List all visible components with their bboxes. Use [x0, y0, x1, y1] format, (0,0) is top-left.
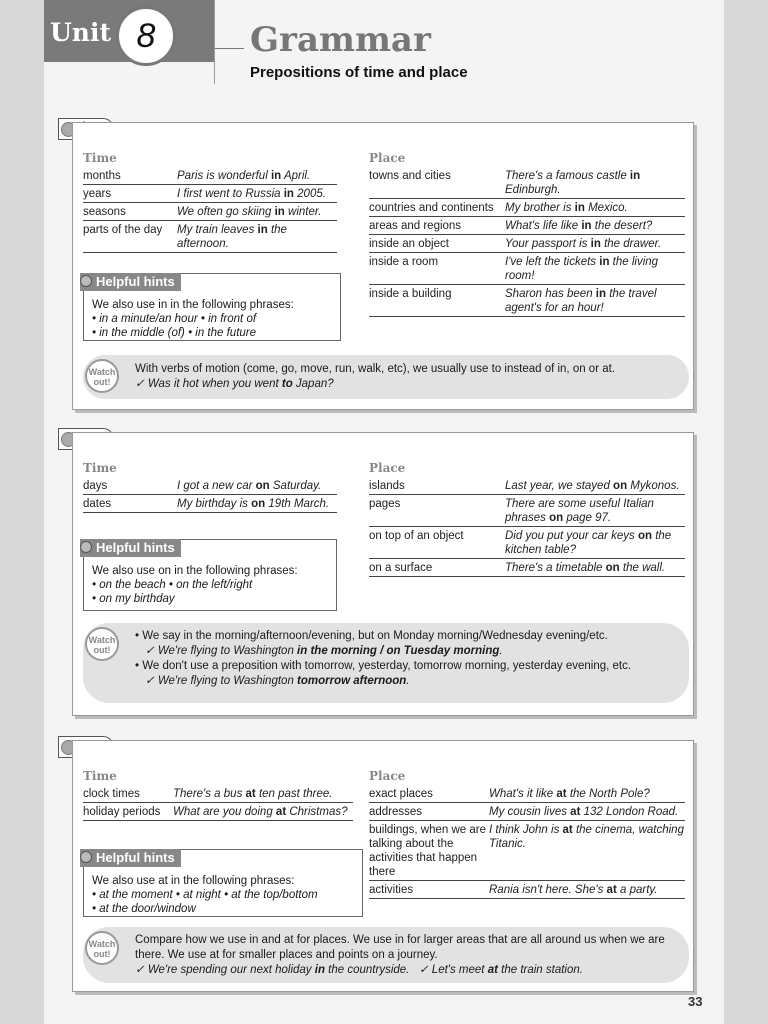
- row-example: What are you doing at Christmas?: [173, 806, 348, 818]
- header-divider: [214, 0, 215, 84]
- watch-out-icon: Watch out!: [85, 931, 119, 965]
- textbook-page: [44, 0, 724, 1024]
- row-example: What's life like in the desert?: [505, 220, 653, 232]
- place-rows: [369, 167, 685, 317]
- page-title: Grammar: [250, 20, 431, 60]
- table-row: [83, 167, 337, 185]
- row-category: holiday periods: [83, 806, 161, 818]
- hint-line: • in the middle (of) • in the future: [92, 327, 257, 339]
- bullet-icon: [80, 275, 92, 287]
- hint-line: • on my birthday: [92, 593, 175, 605]
- row-example: Paris is wonderful in April.: [177, 170, 311, 182]
- row-example: My train leaves in the afternoon.: [177, 224, 287, 250]
- hint-line: • at the door/window: [92, 903, 196, 915]
- time-column-at: [83, 769, 353, 821]
- table-row: [83, 495, 337, 513]
- row-category: islands: [369, 480, 405, 492]
- place-column-at: [369, 769, 685, 899]
- place-rows: [369, 785, 685, 899]
- watch-line: Compare how we use in and at for places. We use in for larger areas that are all around us when we are there. We use at for smaller places and points on a journey.: [135, 934, 665, 961]
- time-column-on: [83, 461, 337, 513]
- table-row: [369, 199, 685, 217]
- row-category: on a surface: [369, 562, 433, 574]
- page-subtitle: Prepositions of time and place: [250, 64, 468, 81]
- watch-example: ✓ Was it hot when you went to Japan?: [135, 378, 334, 390]
- watch-line: • We say in the morning/afternoon/evening, but on Monday morning/Wednesday evening/etc.: [135, 630, 608, 642]
- section-panel-in: [72, 122, 694, 410]
- place-column-on: [369, 461, 685, 577]
- row-example: Your passport is in the drawer.: [505, 238, 662, 250]
- hint-line: • at the moment • at night • at the top/bottom: [92, 889, 318, 901]
- hint-body: [92, 564, 330, 606]
- hint-line: • in a minute/an hour • in front of: [92, 313, 257, 325]
- table-row: [83, 185, 337, 203]
- row-example: I think John is at the cinema, watching Titanic.: [489, 824, 684, 850]
- place-heading: Place: [369, 151, 406, 165]
- table-row: [369, 803, 685, 821]
- row-example: Sharon has been in the travel agent's for an hour!: [505, 288, 657, 314]
- row-example: There are some useful Italian phrases on page 97.: [505, 498, 654, 524]
- row-example: We often go skiing in winter.: [177, 206, 322, 218]
- header-rule: [182, 48, 244, 49]
- time-rows: [83, 477, 337, 513]
- bullet-icon: [80, 851, 92, 863]
- table-row: [369, 217, 685, 235]
- place-heading: Place: [369, 769, 406, 783]
- watch-example: ✓ We're flying to Washington tomorrow afternoon.: [145, 675, 410, 687]
- row-category: towns and cities: [369, 170, 451, 182]
- row-category: days: [83, 480, 108, 492]
- watch-out-box: [83, 927, 689, 983]
- row-category: activities: [369, 884, 414, 896]
- watch-out-text: [135, 362, 681, 392]
- time-heading: Time: [83, 151, 117, 165]
- helpful-hints-heading: [80, 849, 181, 867]
- row-example: Rania isn't here. She's at a party.: [489, 884, 658, 896]
- row-category: countries and continents: [369, 202, 494, 214]
- table-row: [83, 477, 337, 495]
- row-example: I got a new car on Saturday.: [177, 480, 322, 492]
- row-example: There's a bus at ten past three.: [173, 788, 333, 800]
- helpful-hints-heading: [80, 273, 181, 291]
- watch-out-text: [135, 933, 681, 978]
- row-example: I first went to Russia in 2005.: [177, 188, 326, 200]
- row-category: pages: [369, 498, 401, 510]
- section-panel-at: [72, 740, 694, 992]
- row-category: seasons: [83, 206, 126, 218]
- unit-label: Unit: [50, 18, 112, 47]
- table-row: [369, 821, 685, 881]
- table-row: [369, 785, 685, 803]
- helpful-hints-box: [83, 539, 337, 611]
- place-heading: Place: [369, 461, 406, 475]
- time-heading: Time: [83, 461, 117, 475]
- unit-number-badge: 8: [116, 6, 176, 66]
- row-category: addresses: [369, 806, 423, 818]
- watch-line: • We don't use a preposition with tomorrow, yesterday, tomorrow morning, yesterday evening, etc.: [135, 660, 632, 672]
- table-row: [83, 785, 353, 803]
- hint-title: Helpful hints: [96, 274, 175, 289]
- row-category: clock times: [83, 788, 140, 800]
- row-category: on top of an object: [369, 530, 464, 542]
- table-row: [83, 221, 337, 253]
- row-example: My birthday is on 19th March.: [177, 498, 330, 510]
- hint-body: [92, 874, 356, 916]
- hint-title: Helpful hints: [96, 850, 175, 865]
- table-row: [369, 477, 685, 495]
- watch-out-box: [83, 355, 689, 399]
- row-category: dates: [83, 498, 112, 510]
- time-rows: [83, 785, 353, 821]
- watch-out-icon: Watch out!: [85, 627, 119, 661]
- row-example: There's a timetable on the wall.: [505, 562, 666, 574]
- helpful-hints-box: [83, 849, 363, 917]
- hint-intro: We also use in in the following phrases:: [92, 299, 294, 311]
- table-row: [369, 495, 685, 527]
- watch-line: With verbs of motion (come, go, move, run, walk, etc), we usually use to instead of in, on or at.: [135, 363, 616, 375]
- row-category: months: [83, 170, 121, 182]
- page-number: 33: [688, 994, 703, 1009]
- row-example: My brother is in Mexico.: [505, 202, 628, 214]
- table-row: [369, 167, 685, 199]
- row-example: Last year, we stayed on Mykonos.: [505, 480, 680, 492]
- row-category: buildings, when we are talking about the activities that happen there: [369, 824, 486, 878]
- time-column-in: [83, 151, 337, 253]
- table-row: [369, 285, 685, 317]
- row-category: inside a room: [369, 256, 439, 268]
- time-heading: Time: [83, 769, 117, 783]
- table-row: [369, 559, 685, 577]
- watch-example: ✓ We're flying to Washington in the morning / on Tuesday morning.: [145, 645, 503, 657]
- table-row: [369, 881, 685, 899]
- section-panel-on: [72, 432, 694, 716]
- bullet-icon: [80, 541, 92, 553]
- watch-out-icon: Watch out!: [85, 359, 119, 393]
- place-column-in: [369, 151, 685, 317]
- watch-out-text: [135, 629, 681, 689]
- table-row: [369, 253, 685, 285]
- row-example: My cousin lives at 132 London Road.: [489, 806, 679, 818]
- hint-title: Helpful hints: [96, 540, 175, 555]
- row-category: inside an object: [369, 238, 449, 250]
- hint-intro: We also use at in the following phrases:: [92, 875, 295, 887]
- row-example: Did you put your car keys on the kitchen table?: [505, 530, 672, 556]
- time-rows: [83, 167, 337, 253]
- row-category: inside a building: [369, 288, 452, 300]
- row-example: There's a famous castle in Edinburgh.: [505, 170, 641, 196]
- table-row: [369, 527, 685, 559]
- watch-example: ✓ We're spending our next holiday in the countryside. ✓ Let's meet at the train station.: [135, 964, 583, 976]
- helpful-hints-box: [83, 273, 341, 341]
- table-row: [83, 803, 353, 821]
- place-rows: [369, 477, 685, 577]
- table-row: [369, 235, 685, 253]
- row-example: I've left the tickets in the living room!: [505, 256, 659, 282]
- row-example: What's it like at the North Pole?: [489, 788, 650, 800]
- row-category: years: [83, 188, 112, 200]
- hint-body: [92, 298, 334, 340]
- row-category: parts of the day: [83, 224, 163, 236]
- hint-intro: We also use on in the following phrases:: [92, 565, 298, 577]
- row-category: exact places: [369, 788, 433, 800]
- hint-line: • on the beach • on the left/right: [92, 579, 253, 591]
- watch-out-box: [83, 623, 689, 703]
- helpful-hints-heading: [80, 539, 181, 557]
- row-category: areas and regions: [369, 220, 462, 232]
- table-row: [83, 203, 337, 221]
